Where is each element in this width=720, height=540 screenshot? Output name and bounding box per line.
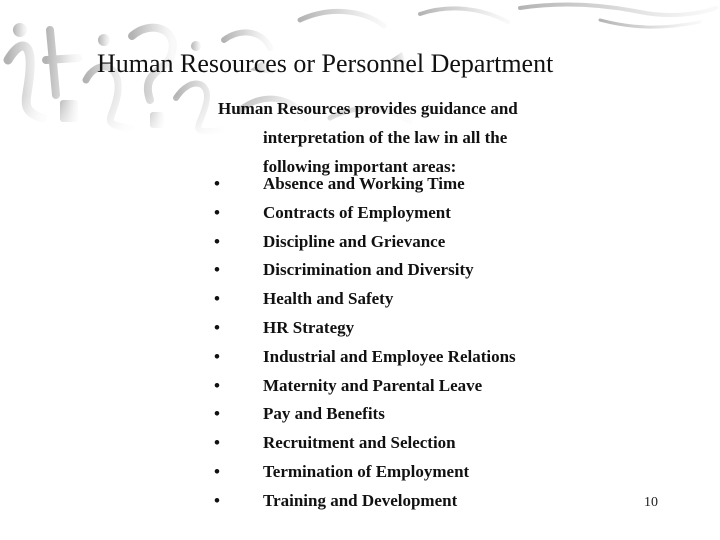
bullet-point: • <box>214 231 220 251</box>
slide-page-number: 10 <box>644 495 658 510</box>
intro-line: following important areas: <box>263 156 457 176</box>
topic-label: Health and Safety <box>263 289 394 309</box>
topic-label: Recruitment and Selection <box>263 433 456 453</box>
bullet-point: • <box>214 433 220 453</box>
bullet-point: • <box>214 202 220 222</box>
intro-line: Human Resources provides guidance and <box>218 99 518 118</box>
slide-title: Human Resources or Personnel Department <box>97 49 554 78</box>
topic-label: Discrimination and Diversity <box>263 260 474 280</box>
bullet-point: • <box>214 174 220 193</box>
bullet-point: • <box>214 404 220 424</box>
topic-label: Maternity and Parental Leave <box>263 375 483 395</box>
bullet-point: • <box>214 260 220 280</box>
intro-line: interpretation of the law in all the <box>263 127 508 147</box>
bullet-point: • <box>214 490 220 510</box>
topic-label: Training and Development <box>263 490 458 510</box>
bullet-point: • <box>214 317 220 337</box>
bullet-point: • <box>214 461 220 481</box>
intro-paragraph <box>218 95 618 181</box>
topic-label: Contracts of Employment <box>263 202 451 222</box>
bullet-point: • <box>214 289 220 309</box>
topic-label: Termination of Employment <box>263 461 470 481</box>
topic-label: Industrial and Employee Relations <box>263 346 516 366</box>
topic-label: Pay and Benefits <box>263 404 385 424</box>
topic-label: HR Strategy <box>263 317 355 337</box>
bullet-point: • <box>214 375 220 395</box>
bullet-point: • <box>214 346 220 366</box>
topic-label: Absence and Working Time <box>263 174 465 193</box>
topic-label: Discipline and Grievance <box>263 231 446 251</box>
